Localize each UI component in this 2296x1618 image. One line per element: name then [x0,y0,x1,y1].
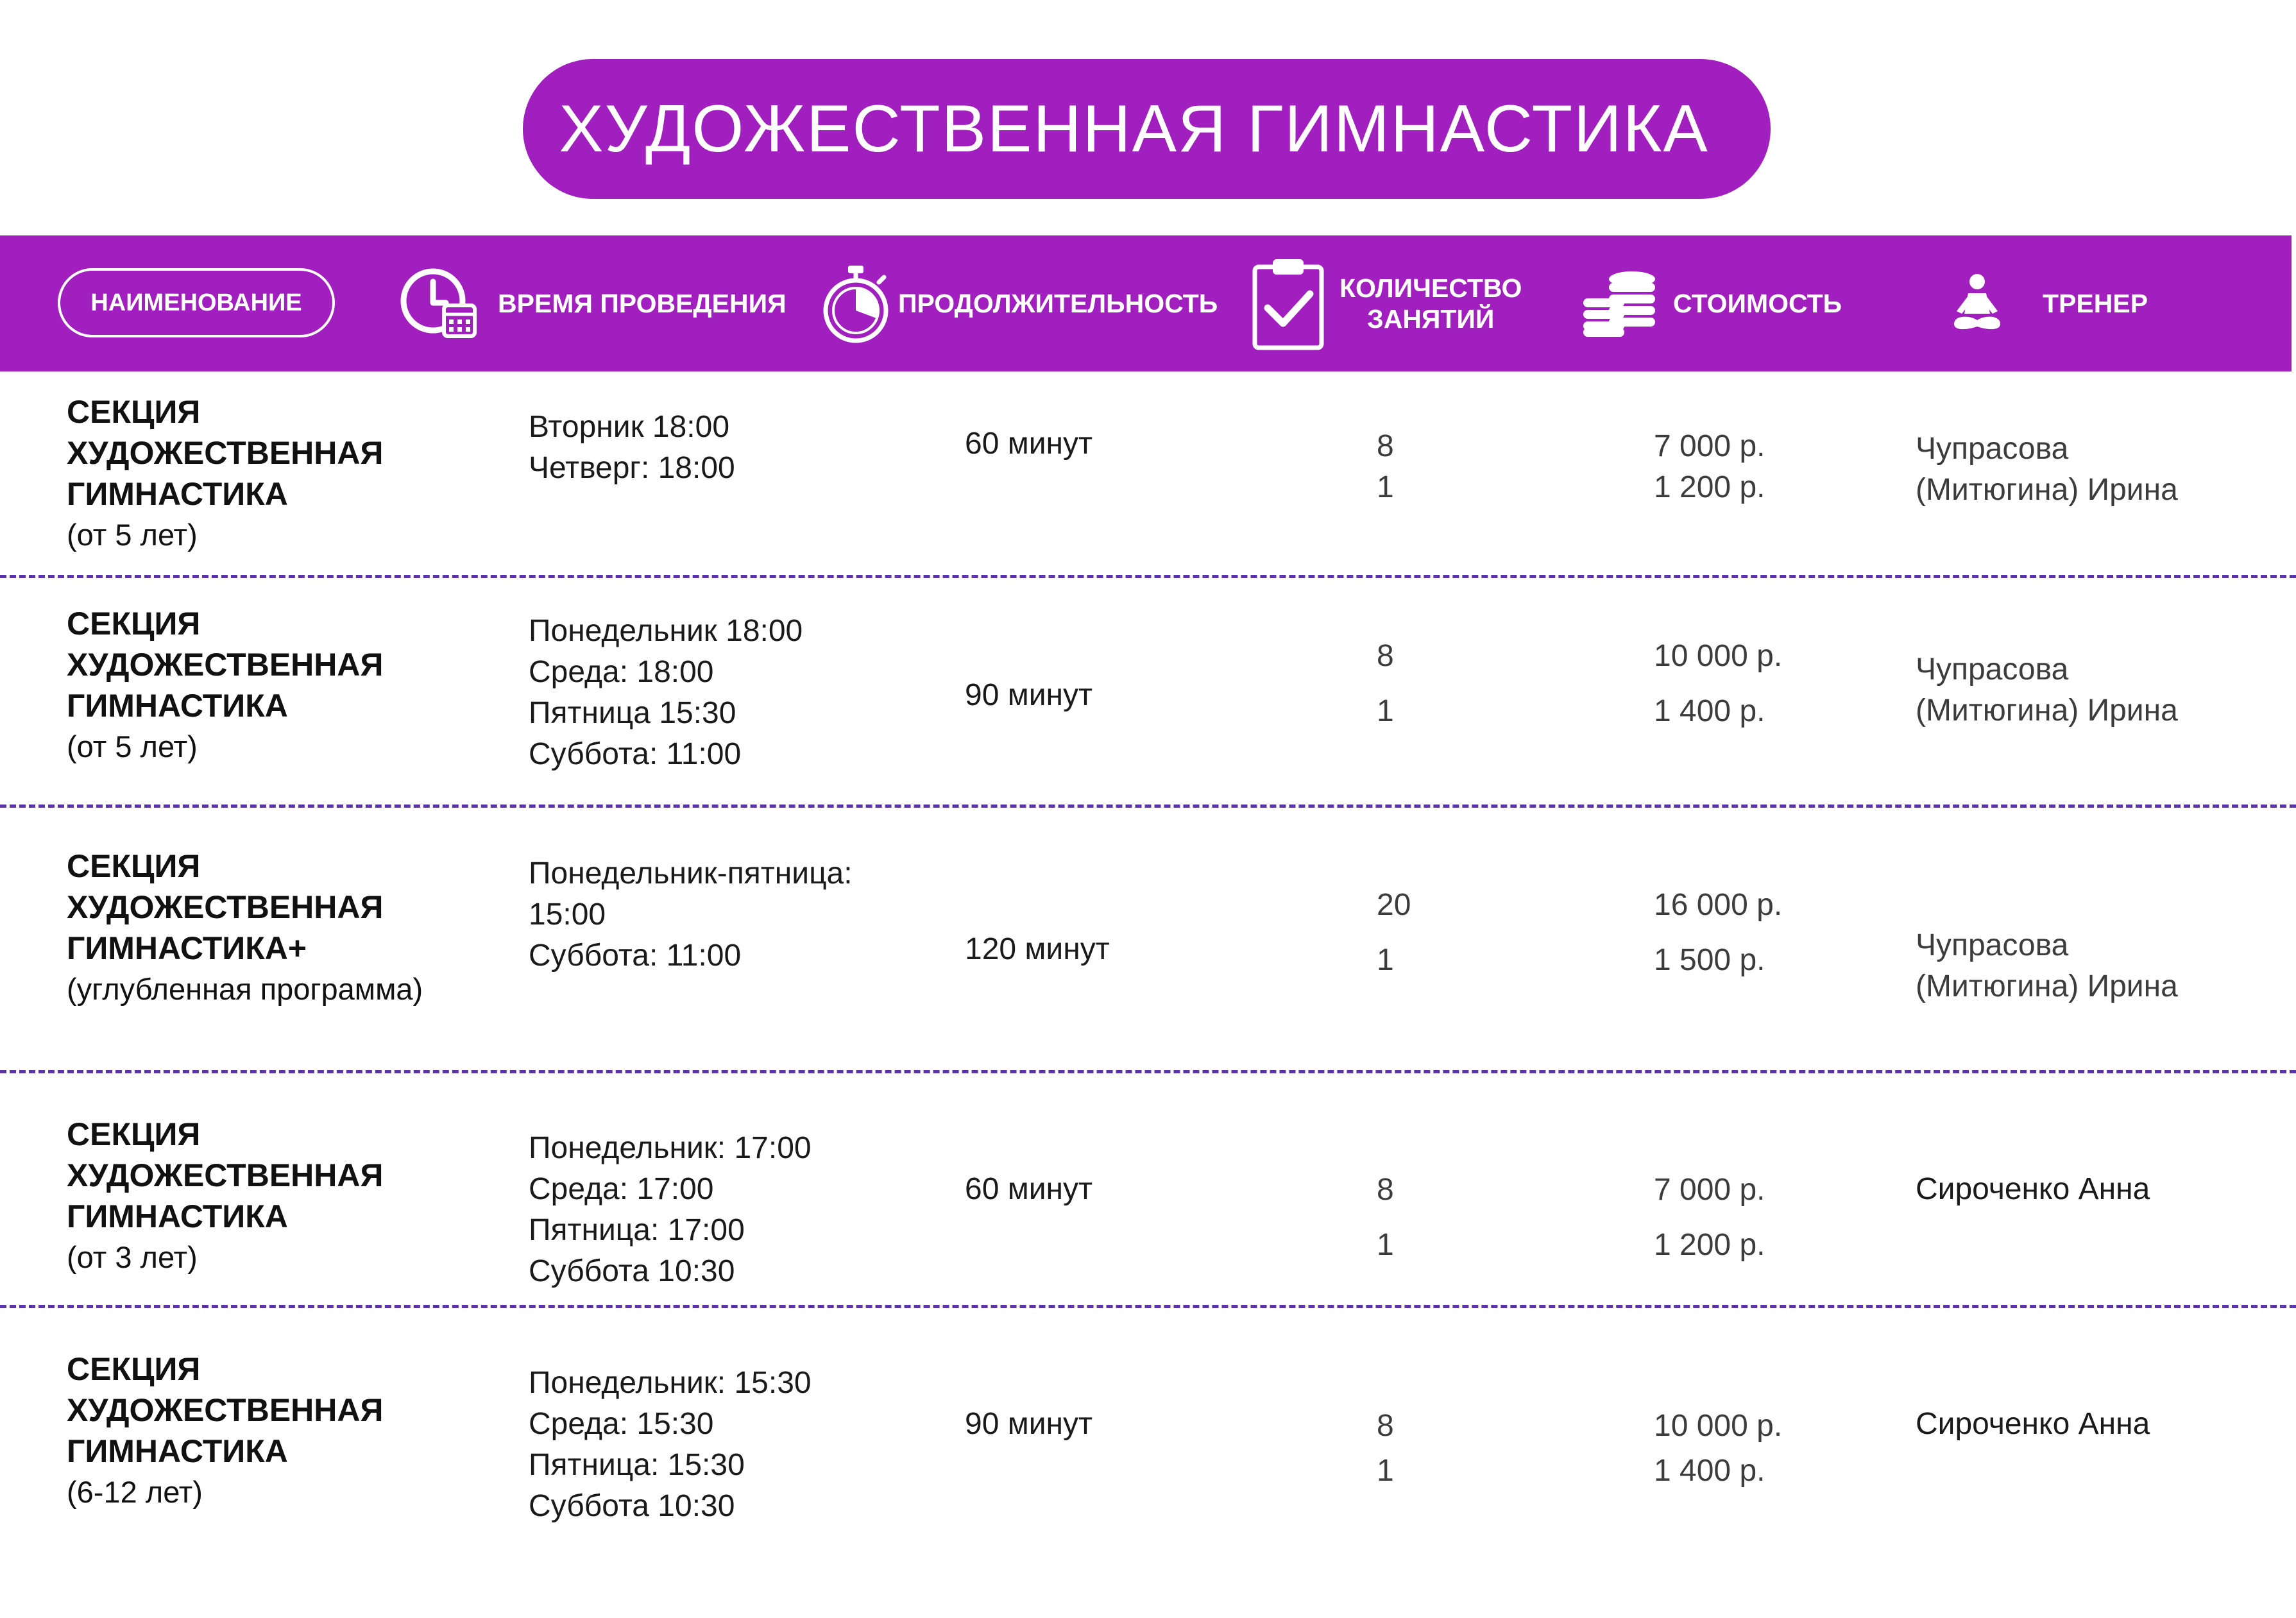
row-duration: 90 минут [965,1407,1093,1441]
row-trainer [1916,649,2178,731]
count-line: 8 [1377,1409,1394,1443]
row-counts [1377,629,1394,739]
count-line: 1 [1377,1228,1394,1262]
row-name-line: СЕКЦИЯ [67,1116,201,1152]
schedule-line: Суббота: 11:00 [529,939,742,973]
row-age: (от 3 лет) [67,1240,198,1274]
price-line: 7 000 р. [1654,429,1765,463]
row-divider [0,1070,2296,1073]
row-prices [1654,878,1782,988]
trainer-line: (Митюгина) Ирина [1916,969,2178,1003]
row-prices [1654,426,1765,508]
row-name-line: ХУДОЖЕСТВЕННАЯ [67,1157,384,1193]
row-duration: 60 минут [965,427,1093,461]
price-line: 1 200 р. [1654,470,1765,504]
row-age: (углубленная программа) [67,972,423,1006]
schedule-line: Среда: 18:00 [529,655,714,689]
trainer-line: Чупрасова [1916,652,2069,686]
row-schedule [529,853,853,976]
header-duration-label: ПРОДОЛЖИТЕЛЬНОСТЬ [898,289,1218,318]
row-name-line: ХУДОЖЕСТВЕННАЯ [67,1392,384,1428]
row-age: (от 5 лет) [67,518,198,552]
header-count [1251,235,1522,371]
row-age: (от 5 лет) [67,729,198,763]
schedule-line: Понедельник 18:00 [529,614,803,648]
header-count-line1: КОЛИЧЕСТВО [1339,273,1522,303]
row-prices [1654,1404,1782,1494]
trainer-line: Сироченко Анна [1916,1172,2150,1206]
page-title: ХУДОЖЕСТВЕННАЯ ГИМНАСТИКА [559,91,1709,166]
row-name-line: ГИМНАСТИКА+ [67,930,307,966]
header-price-label: СТОИМОСТЬ [1673,289,1842,318]
row-divider [0,1305,2296,1308]
row-name-line: ГИМНАСТИКА [67,476,288,512]
price-line: 1 400 р. [1654,694,1765,728]
count-line: 1 [1377,694,1394,728]
row-counts [1377,878,1411,988]
count-line: 20 [1377,888,1411,922]
header-trainer-label: ТРЕНЕР [2043,289,2148,318]
trainer-line: (Митюгина) Ирина [1916,694,2178,728]
count-line: 8 [1377,639,1394,673]
count-line: 1 [1377,470,1394,504]
clipboard-check-icon [1251,255,1325,352]
schedule-line: Пятница: 15:30 [529,1448,745,1482]
price-line: 1 200 р. [1654,1228,1765,1262]
row-name [67,603,383,767]
row-counts [1377,426,1394,508]
price-line: 1 500 р. [1654,943,1765,977]
row-name-line: ХУДОЖЕСТВЕННАЯ [67,647,384,683]
schedule-line: 15:00 [529,898,606,932]
clock-calendar-icon [398,266,480,341]
row-name-line: СЕКЦИЯ [67,394,201,430]
row-name [67,391,383,556]
row-name-line: СЕКЦИЯ [67,606,201,642]
row-counts [1377,1162,1394,1273]
schedule-line: Вторник 18:00 [529,410,730,444]
schedule-line: Суббота: 11:00 [529,737,742,771]
schedule-line: Понедельник: 17:00 [529,1131,812,1165]
trainer-line: Чупрасова [1916,928,2069,962]
count-line: 8 [1377,429,1394,463]
row-trainer [1916,925,2178,1007]
row-schedule [529,407,735,489]
row-name [67,846,423,1010]
price-line: 10 000 р. [1654,1409,1783,1443]
schedule-line: Пятница 15:30 [529,696,736,730]
schedule-line: Пятница: 17:00 [529,1213,745,1247]
schedule-line: Четверг: 18:00 [529,451,735,485]
header-price [1579,235,1842,371]
row-age: (6-12 лет) [67,1475,203,1509]
row-name-line: ХУДОЖЕСТВЕННАЯ [67,435,384,471]
price-line: 10 000 р. [1654,639,1783,673]
schedule-line: Понедельник-пятница: [529,856,853,890]
price-line: 7 000 р. [1654,1173,1765,1207]
trainer-line: (Митюгина) Ирина [1916,473,2178,507]
header-count-line2: ЗАНЯТИЙ [1367,304,1495,334]
header-time-label: ВРЕМЯ ПРОВЕДЕНИЯ [498,289,787,318]
row-prices [1654,1162,1765,1273]
header-count-label [1339,273,1522,334]
table-header [0,235,2292,371]
schedule-line: Суббота 10:30 [529,1254,735,1288]
row-trainer [1916,1404,2150,1445]
stopwatch-icon [820,263,892,344]
header-time [398,235,787,371]
price-line: 16 000 р. [1654,888,1783,922]
schedule-line: Понедельник: 15:30 [529,1366,812,1400]
row-schedule [529,1363,812,1527]
row-name-line: СЕКЦИЯ [67,1351,201,1387]
row-divider [0,575,2296,578]
page-title-pill [523,59,1771,199]
row-duration: 60 минут [965,1172,1093,1206]
row-name-line: ХУДОЖЕСТВЕННАЯ [67,889,384,925]
row-name-line: ГИМНАСТИКА [67,688,288,724]
header-name: НАИМЕНОВАНИЕ [58,268,335,337]
row-name [67,1114,383,1278]
row-schedule [529,611,803,775]
yoga-person-icon [1950,273,2004,334]
count-line: 8 [1377,1173,1394,1207]
schedule-line: Среда: 15:30 [529,1407,714,1441]
schedule-line: Суббота 10:30 [529,1489,735,1523]
row-duration: 90 минут [965,678,1093,712]
count-line: 1 [1377,1454,1394,1488]
count-line: 1 [1377,943,1394,977]
row-trainer [1916,429,2178,511]
row-counts [1377,1404,1394,1494]
row-trainer [1916,1169,2150,1210]
row-prices [1654,629,1782,739]
coins-icon [1579,268,1659,339]
row-name-line: ГИМНАСТИКА [67,1198,288,1234]
trainer-line: Сироченко Анна [1916,1407,2150,1441]
header-trainer [1950,235,2148,371]
schedule-line: Среда: 17:00 [529,1172,714,1206]
row-name [67,1349,383,1513]
row-divider [0,805,2296,808]
trainer-line: Чупрасова [1916,432,2069,466]
row-duration: 120 минут [965,932,1110,966]
row-name-line: СЕКЦИЯ [67,848,201,884]
price-line: 1 400 р. [1654,1454,1765,1488]
header-duration [820,235,1218,371]
row-schedule [529,1128,812,1292]
row-name-line: ГИМНАСТИКА [67,1433,288,1469]
